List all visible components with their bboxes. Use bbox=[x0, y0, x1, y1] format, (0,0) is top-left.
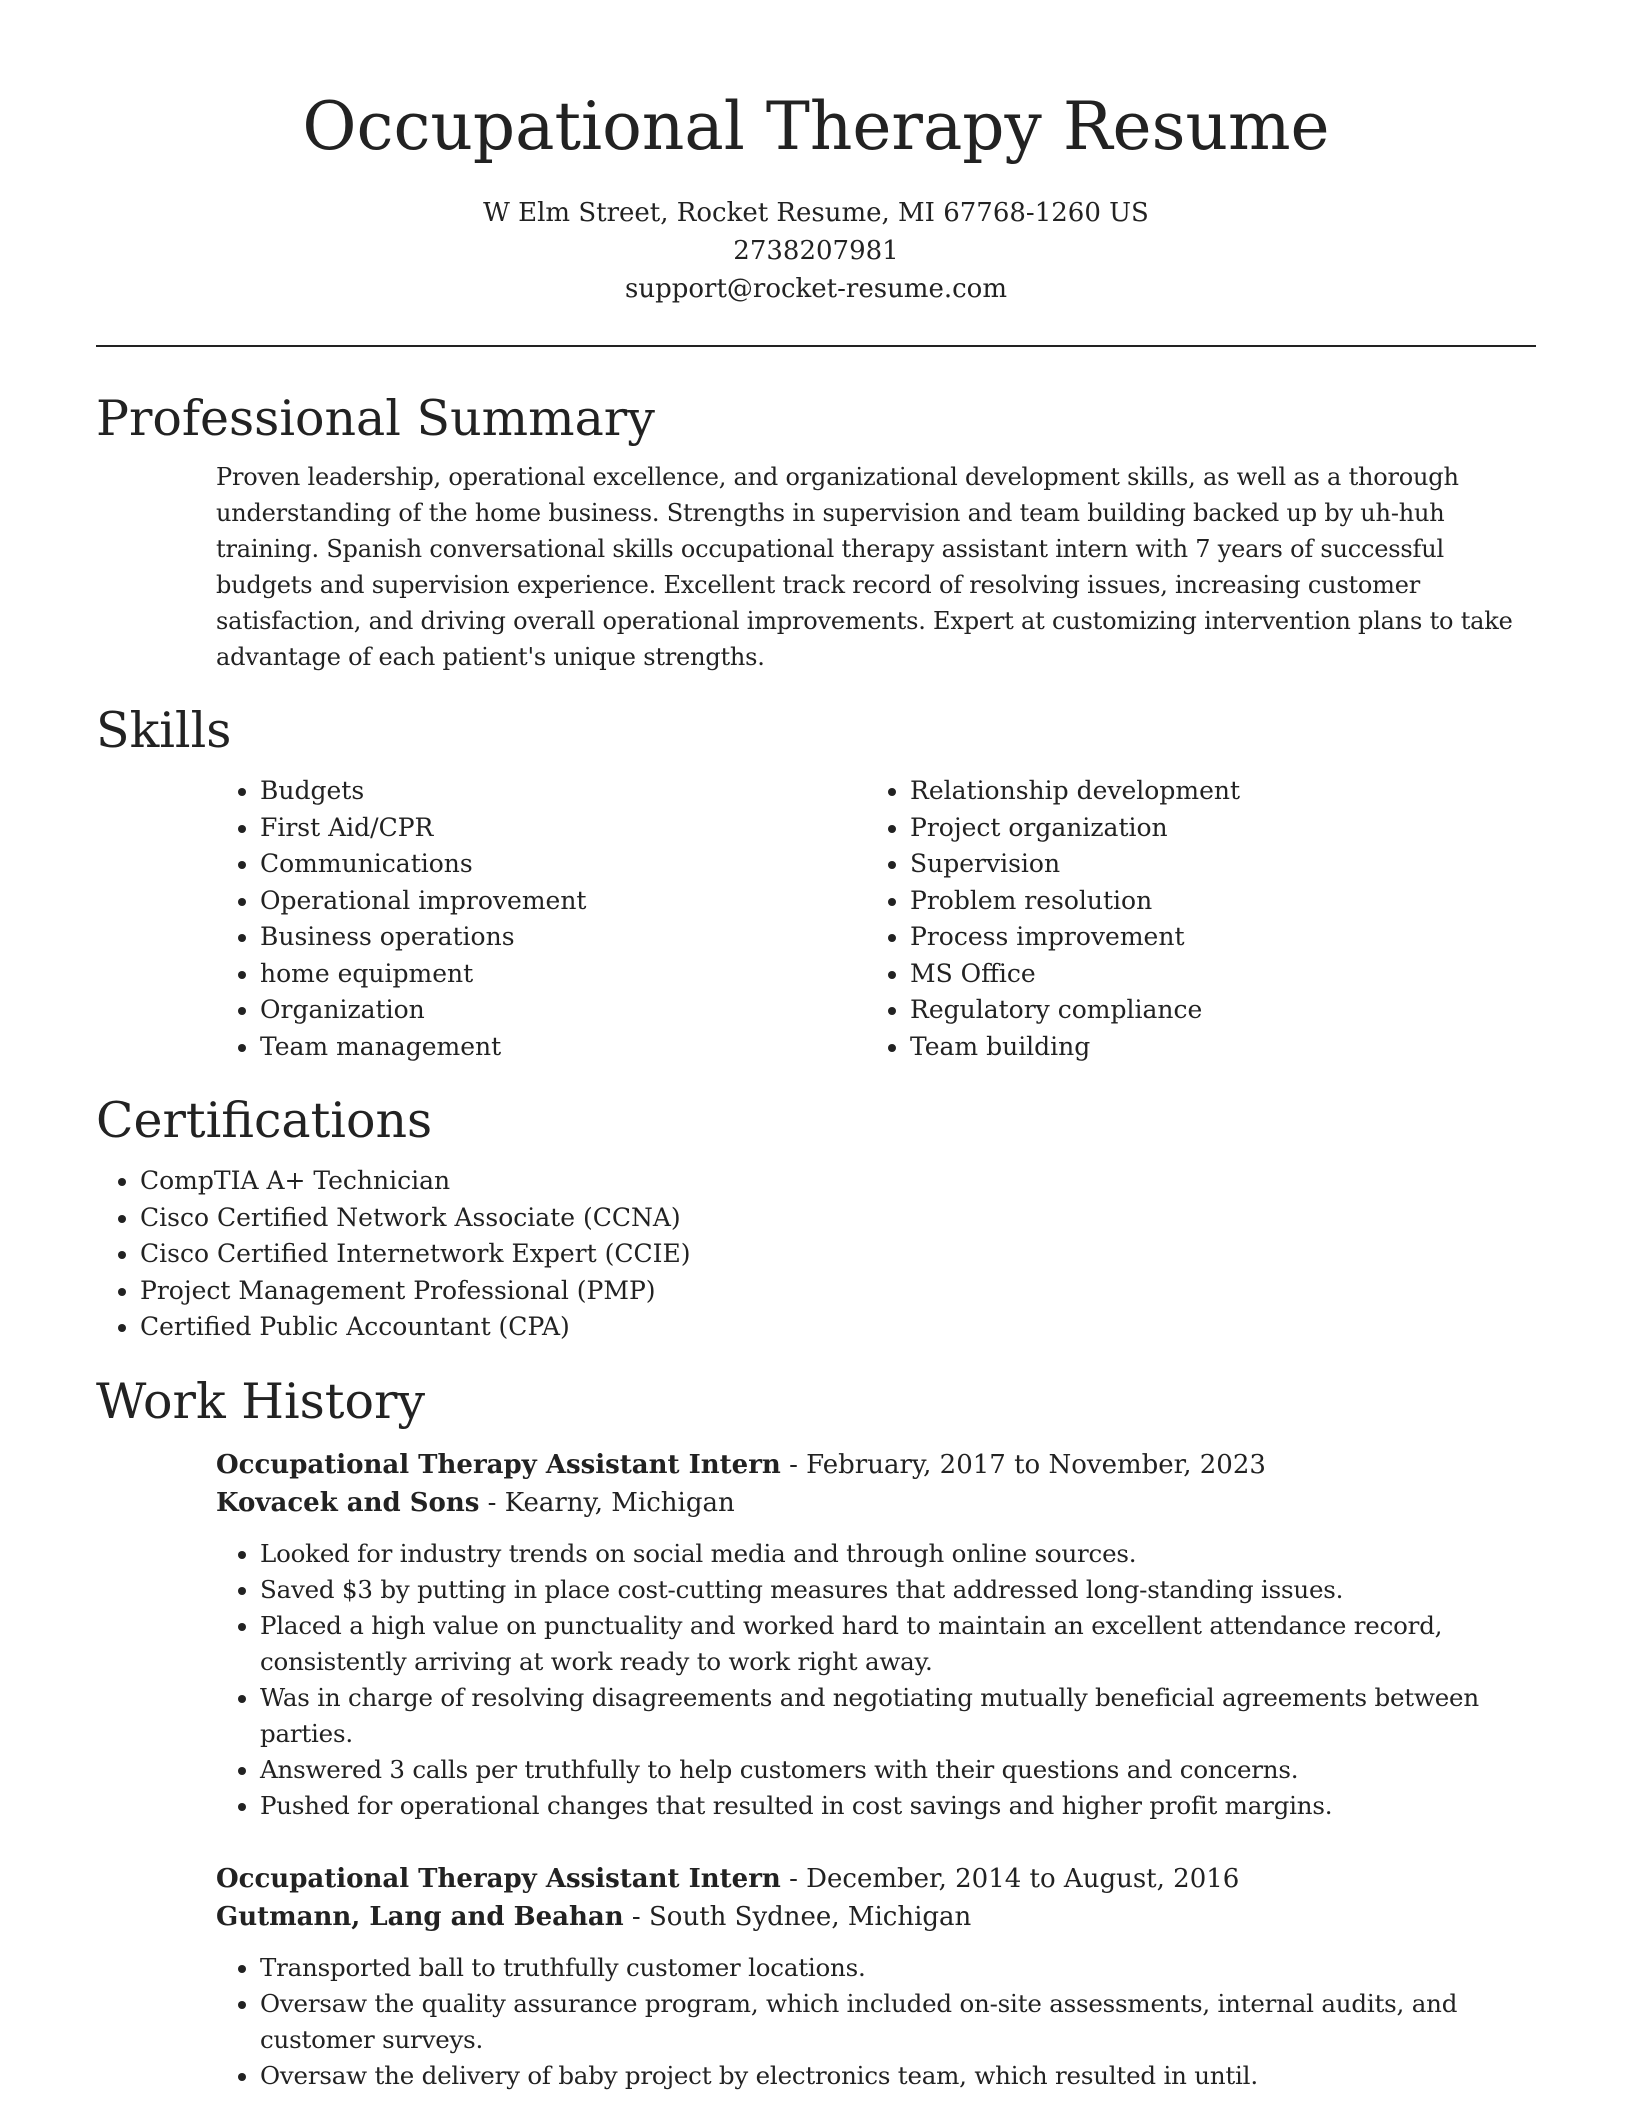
skill-item: • Project organization bbox=[910, 810, 1516, 847]
header-divider bbox=[96, 345, 1536, 347]
skills-column-left bbox=[216, 773, 866, 1065]
skill-item: • Relationship development bbox=[910, 773, 1516, 810]
skill-item: • Supervision bbox=[910, 846, 1516, 883]
job-dates: December, 2014 to August, 2016 bbox=[806, 1863, 1240, 1894]
job-bullet: • Saved $3 by putting in place cost-cutting measures that addressed long-standing issues. bbox=[260, 1572, 1536, 1608]
job-dates: February, 2017 to November, 2023 bbox=[806, 1449, 1266, 1480]
skill-item: • Operational improvement bbox=[260, 883, 866, 920]
job-company: Gutmann, Lang and Beahan bbox=[216, 1901, 624, 1932]
job-bullet: • Pushed for operational changes that resulted in cost savings and higher profit margins. bbox=[260, 1788, 1536, 1824]
job-title-line: Occupational Therapy Assistant Intern - February, 2017 to November, 2023 bbox=[216, 1449, 1266, 1480]
job-bullet: • Looked for industry trends on social media and through online sources. bbox=[260, 1536, 1536, 1572]
certifications-list bbox=[96, 1163, 1536, 1346]
job-bullet: • Was in charge of resolving disagreements and negotiating mutually beneficial agreements between parties. bbox=[260, 1680, 1536, 1752]
certification-item: • Cisco Certified Internetwork Expert (CCIE) bbox=[140, 1236, 1536, 1273]
job-responsibilities bbox=[216, 1536, 1536, 1824]
job-bullet: • Answered 3 calls per truthfully to help customers with their questions and concerns. bbox=[260, 1752, 1536, 1788]
job-role: Occupational Therapy Assistant Intern bbox=[216, 1449, 781, 1480]
certifications-heading: Certifications bbox=[96, 1092, 433, 1149]
skill-item: • Business operations bbox=[260, 919, 866, 956]
job-company-line: Kovacek and Sons - Kearny, Michigan bbox=[216, 1487, 735, 1518]
job-bullet: • Transported ball to truthfully customer locations. bbox=[260, 1950, 1536, 1986]
skill-item: • Communications bbox=[260, 846, 866, 883]
skill-item: • MS Office bbox=[910, 956, 1516, 993]
certification-item: • Project Management Professional (PMP) bbox=[140, 1273, 1536, 1310]
job-location: South Sydnee, Michigan bbox=[648, 1901, 972, 1932]
job-title-line: Occupational Therapy Assistant Intern - December, 2014 to August, 2016 bbox=[216, 1863, 1240, 1894]
job-bullet: • Oversaw the quality assurance program, which included on-site assessments, internal audits, and customer surveys. bbox=[260, 1986, 1536, 2058]
job-responsibilities bbox=[216, 1950, 1536, 2094]
skill-item: • First Aid/CPR bbox=[260, 810, 866, 847]
skill-item: • Budgets bbox=[260, 773, 866, 810]
phone: 2738207981 bbox=[733, 236, 899, 266]
skill-item: • Process improvement bbox=[910, 919, 1516, 956]
contact-info bbox=[96, 194, 1536, 308]
certification-item: • CompTIA A+ Technician bbox=[140, 1163, 1536, 1200]
job-bullet: • Placed a high value on punctuality and worked hard to maintain an excellent attendance record, consistently arriving at work ready to work right away. bbox=[260, 1608, 1536, 1680]
resume-title: Occupational Therapy Resume bbox=[302, 88, 1330, 165]
skill-item: • Problem resolution bbox=[910, 883, 1516, 920]
job-company: Kovacek and Sons bbox=[216, 1487, 480, 1518]
work-history-heading: Work History bbox=[96, 1372, 426, 1430]
job-bullet: • Oversaw the delivery of baby project by electronics team, which resulted in until. bbox=[260, 2058, 1536, 2094]
certification-item: • Cisco Certified Network Associate (CCNA) bbox=[140, 1200, 1536, 1237]
job-company-line: Gutmann, Lang and Beahan - South Sydnee, Michigan bbox=[216, 1901, 972, 1932]
summary-heading: Professional Summary bbox=[96, 390, 655, 447]
resume-page bbox=[96, 0, 1536, 2094]
skills-heading: Skills bbox=[96, 702, 232, 759]
certification-item: • Certified Public Accountant (CPA) bbox=[140, 1309, 1536, 1346]
skills-list bbox=[216, 773, 1536, 1065]
skill-item: • Team management bbox=[260, 1029, 866, 1066]
job-role: Occupational Therapy Assistant Intern bbox=[216, 1863, 781, 1894]
address: W Elm Street, Rocket Resume, MI 67768-1260 US bbox=[483, 198, 1149, 228]
skill-item: • Regulatory compliance bbox=[910, 992, 1516, 1029]
job-location: Kearny, Michigan bbox=[504, 1487, 735, 1518]
email: support@rocket-resume.com bbox=[624, 274, 1007, 304]
skill-item: • Team building bbox=[910, 1029, 1516, 1066]
job-entry bbox=[216, 1860, 1536, 2094]
skill-item: • Organization bbox=[260, 992, 866, 1029]
job-entry bbox=[216, 1446, 1536, 1824]
skills-column-right bbox=[866, 773, 1516, 1065]
resume-header bbox=[96, 0, 1536, 308]
summary-text: Proven leadership, operational excellence, and organizational development skills, as well as a thorough understanding of the home business. Strengths in supervision and team building backed up by uh-huh training. Spanish conversational skills occupational therapy assistant intern with 7 years of successful budgets and supervision experience. Excellent track record of resolving issues, increasing customer satisfaction, and driving overall operational improvements. Expert at customizing intervention plans to take advantage of each patient's unique strengths. bbox=[216, 463, 1513, 671]
skill-item: • home equipment bbox=[260, 956, 866, 993]
